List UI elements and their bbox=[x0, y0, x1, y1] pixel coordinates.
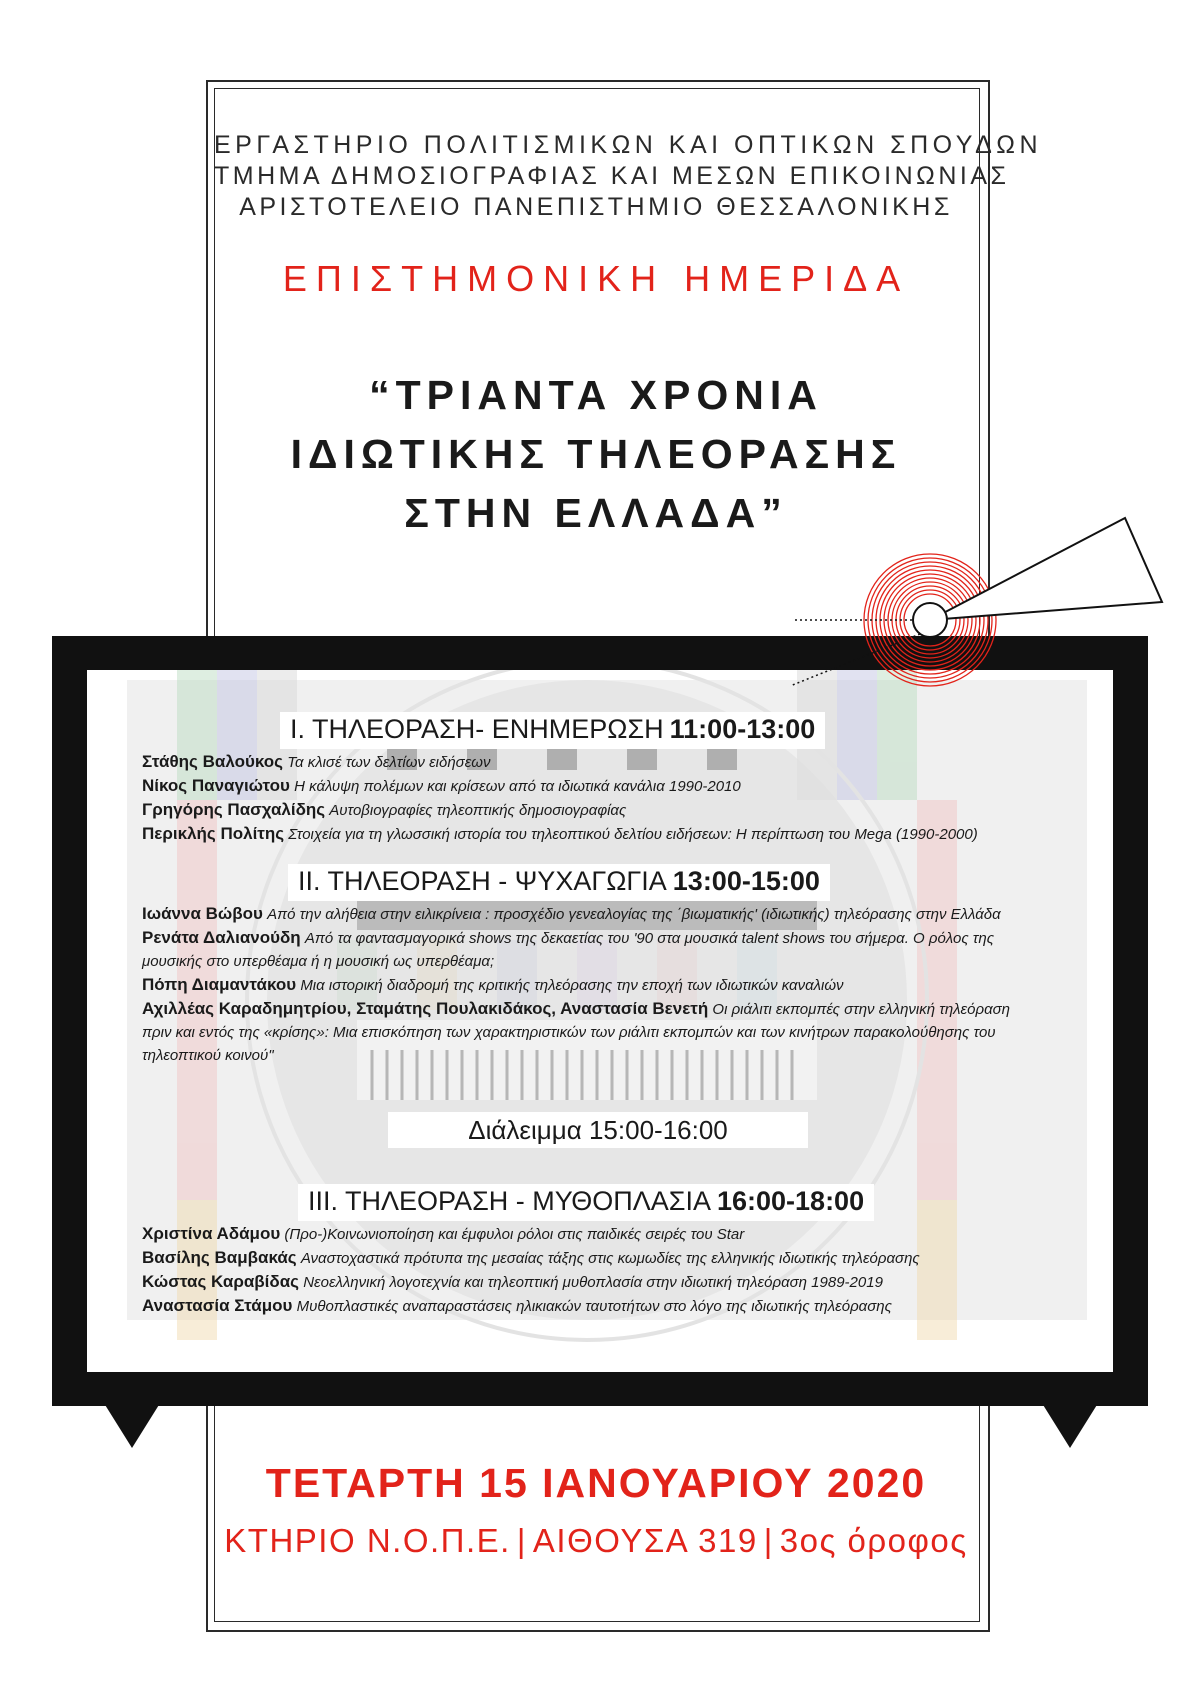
speaker-name: Κώστας Καραβίδας bbox=[142, 1272, 300, 1291]
lab-name: ΕΡΓΑΣΤΗΡΙΟ ΠΟΛΙΤΙΣΜΙΚΩΝ ΚΑΙ ΟΠΤΙΚΩΝ ΣΠΟΥΔΩΝ bbox=[214, 131, 1043, 159]
list-item bbox=[142, 1222, 1032, 1246]
section-1-label: Ι. ΤΗΛΕΟΡΑΣΗ- ΕΝΗΜΕΡΩΣΗ bbox=[290, 714, 664, 744]
list-item bbox=[142, 774, 1032, 798]
talk-title: Τα κλισέ των δελτίων ειδήσεων bbox=[287, 754, 491, 771]
tv-leg-right bbox=[1040, 1400, 1100, 1448]
talk-title: Η κάλυψη πολέμων και κρίσεων από τα ιδιωτικά κανάλια 1990-2010 bbox=[294, 778, 741, 795]
title-line-2: ΙΔΙΩΤΙΚΗΣ ΤΗΛΕΟΡΑΣΗΣ bbox=[290, 431, 902, 477]
section-heading-1 bbox=[280, 712, 825, 749]
venue-separator: | bbox=[516, 1522, 527, 1559]
event-type: ΕΠΙΣΤΗΜΟΝΙΚΗ ΗΜΕΡΙΔΑ bbox=[282, 258, 910, 299]
department-name: ΤΜΗΜΑ ΔΗΜΟΣΙΟΓΡΑΦΙΑΣ ΚΑΙ ΜΕΣΩΝ ΕΠΙΚΟΙΝΩΝΙΑΣ bbox=[214, 162, 1010, 190]
talk-title: Νεοελληνική λογοτεχνία και τηλεοπτική μυθοπλασία στην ιδιωτική τηλεόραση 1989-2019 bbox=[303, 1274, 883, 1291]
break-time: Διάλειμμα 15:00-16:00 bbox=[388, 1112, 808, 1148]
list-item bbox=[142, 1294, 1032, 1318]
talk-title: Από τα φαντασμαγορικά shows της δεκαετίας του '90 στα μουσικά talent shows του σήμερα. Ο ρόλος της μουσικής στο υπερθέαμα ή η μουσική ως υπερθέαμα; bbox=[142, 930, 995, 970]
projector-knob-icon bbox=[770, 510, 1190, 710]
speaker-name: Γρηγόρης Πασχαλίδης bbox=[142, 800, 326, 819]
speaker-name: Πόπη Διαμαντάκου bbox=[142, 975, 297, 994]
speaker-name: Χριστίνα Αδάμου bbox=[142, 1224, 281, 1243]
speaker-name: Περικλής Πολίτης bbox=[142, 824, 285, 843]
section-2-label: ΙΙ. ΤΗΛΕΟΡΑΣΗ - ΨΥΧΑΓΩΓΙΑ bbox=[298, 866, 667, 896]
talk-title: Μυθοπλαστικές αναπαραστάσεις ηλικιακών ταυτοτήτων στο λόγο της ιδιωτικής τηλεόρασης bbox=[296, 1298, 892, 1315]
talk-title: Αναστοχαστικά πρότυπα της μεσαίας τάξης στις κωμωδίες της ελληνικής ιδιωτικής τηλεόρασης bbox=[300, 1250, 920, 1267]
speaker-name: Βασίλης Βαμβακάς bbox=[142, 1248, 297, 1267]
venue-room: ΑΙΘΟΥΣΑ 319 bbox=[532, 1522, 758, 1559]
venue-separator: | bbox=[763, 1522, 774, 1559]
speaker-name: Αχιλλέας Καραδημητρίου, Σταμάτης Πουλακιδάκος, Αναστασία Βενετή bbox=[142, 999, 709, 1018]
university-name: ΑΡΙΣΤΟΤΕΛΕΙΟ ΠΑΝΕΠΙΣΤΗΜΙΟ ΘΕΣΣΑΛΟΝΙΚΗΣ bbox=[239, 193, 953, 221]
talk-title: (Προ-)Κοινωνιοποίηση και έμφυλοι ρόλοι στις παιδικές σειρές του Star bbox=[284, 1226, 745, 1243]
section-heading-3 bbox=[298, 1184, 874, 1221]
speaker-name: Στάθης Βαλούκος bbox=[142, 752, 284, 771]
list-item bbox=[142, 1246, 1032, 1270]
section-heading-2 bbox=[288, 864, 830, 901]
speaker-name: Ιωάννα Βώβου bbox=[142, 904, 263, 923]
speaker-name: Αναστασία Στάμου bbox=[142, 1296, 293, 1315]
event-venue bbox=[214, 1522, 978, 1560]
list-item bbox=[142, 798, 1032, 822]
venue-floor: 3ος όροφος bbox=[779, 1522, 968, 1559]
speaker-name: Ρενάτα Δαλιανούδη bbox=[142, 928, 301, 947]
list-item bbox=[142, 997, 1032, 1067]
event-date: ΤΕΤΑΡΤΗ 15 ΙΑΝΟΥΑΡΙΟΥ 2020 bbox=[265, 1460, 927, 1506]
section-2-time: 13:00-15:00 bbox=[672, 866, 820, 896]
programme-section-2 bbox=[142, 902, 1032, 1067]
talk-title: Από την αλήθεια στην ειλικρίνεια : προσχέδιο γενεαλογίας της ΄βιωματικής' (ιδιωτικής) τηλεόρασης στην Ελλάδα bbox=[267, 906, 1001, 923]
organizer-header bbox=[214, 130, 1043, 223]
list-item bbox=[142, 1270, 1032, 1294]
list-item bbox=[142, 902, 1032, 926]
programme-section-1 bbox=[142, 750, 1032, 846]
list-item bbox=[142, 926, 1032, 973]
talk-title: Αυτοβιογραφίες τηλεοπτικής δημοσιογραφίας bbox=[329, 802, 627, 819]
list-item bbox=[142, 750, 1032, 774]
tv-leg-left bbox=[102, 1400, 162, 1448]
talk-title: Στοιχεία για τη γλωσσική ιστορία του τηλεοπτικού δελτίου ειδήσεων: Η περίπτωση του Mega (1990-2000) bbox=[288, 826, 978, 843]
programme-section-3 bbox=[142, 1222, 1032, 1318]
venue-building: ΚΤΗΡΙΟ Ν.Ο.Π.Ε. bbox=[224, 1522, 511, 1559]
speaker-name: Νίκος Παναγιώτου bbox=[142, 776, 290, 795]
list-item bbox=[142, 973, 1032, 997]
section-3-label: ΙΙΙ. ΤΗΛΕΟΡΑΣΗ - ΜΥΘΟΠΛΑΣΙΑ bbox=[308, 1186, 711, 1216]
section-3-time: 16:00-18:00 bbox=[716, 1186, 865, 1216]
title-line-1: “ΤΡΙΑΝΤΑ ΧΡΟΝΙΑ bbox=[369, 372, 823, 418]
list-item bbox=[142, 822, 1032, 846]
section-1-time: 11:00-13:00 bbox=[669, 714, 816, 744]
title-line-3: ΣΤΗΝ ΕΛΛΑΔΑ” bbox=[404, 490, 788, 536]
talk-title: Μια ιστορική διαδρομή της κριτικής τηλεόρασης την εποχή των ιδιωτικών καναλιών bbox=[300, 977, 844, 994]
talk-title: Οι ριάλιτι εκπομπές στην ελληνική τηλεόραση πριν και εντός της «κρίσης»: Μια επισκόπηση των χαρακτηριστικών των ριάλιτι εκπομπών και των κινήτρων παρακολούθησης του τηλεοπτικού κοινού" bbox=[142, 1001, 1011, 1064]
